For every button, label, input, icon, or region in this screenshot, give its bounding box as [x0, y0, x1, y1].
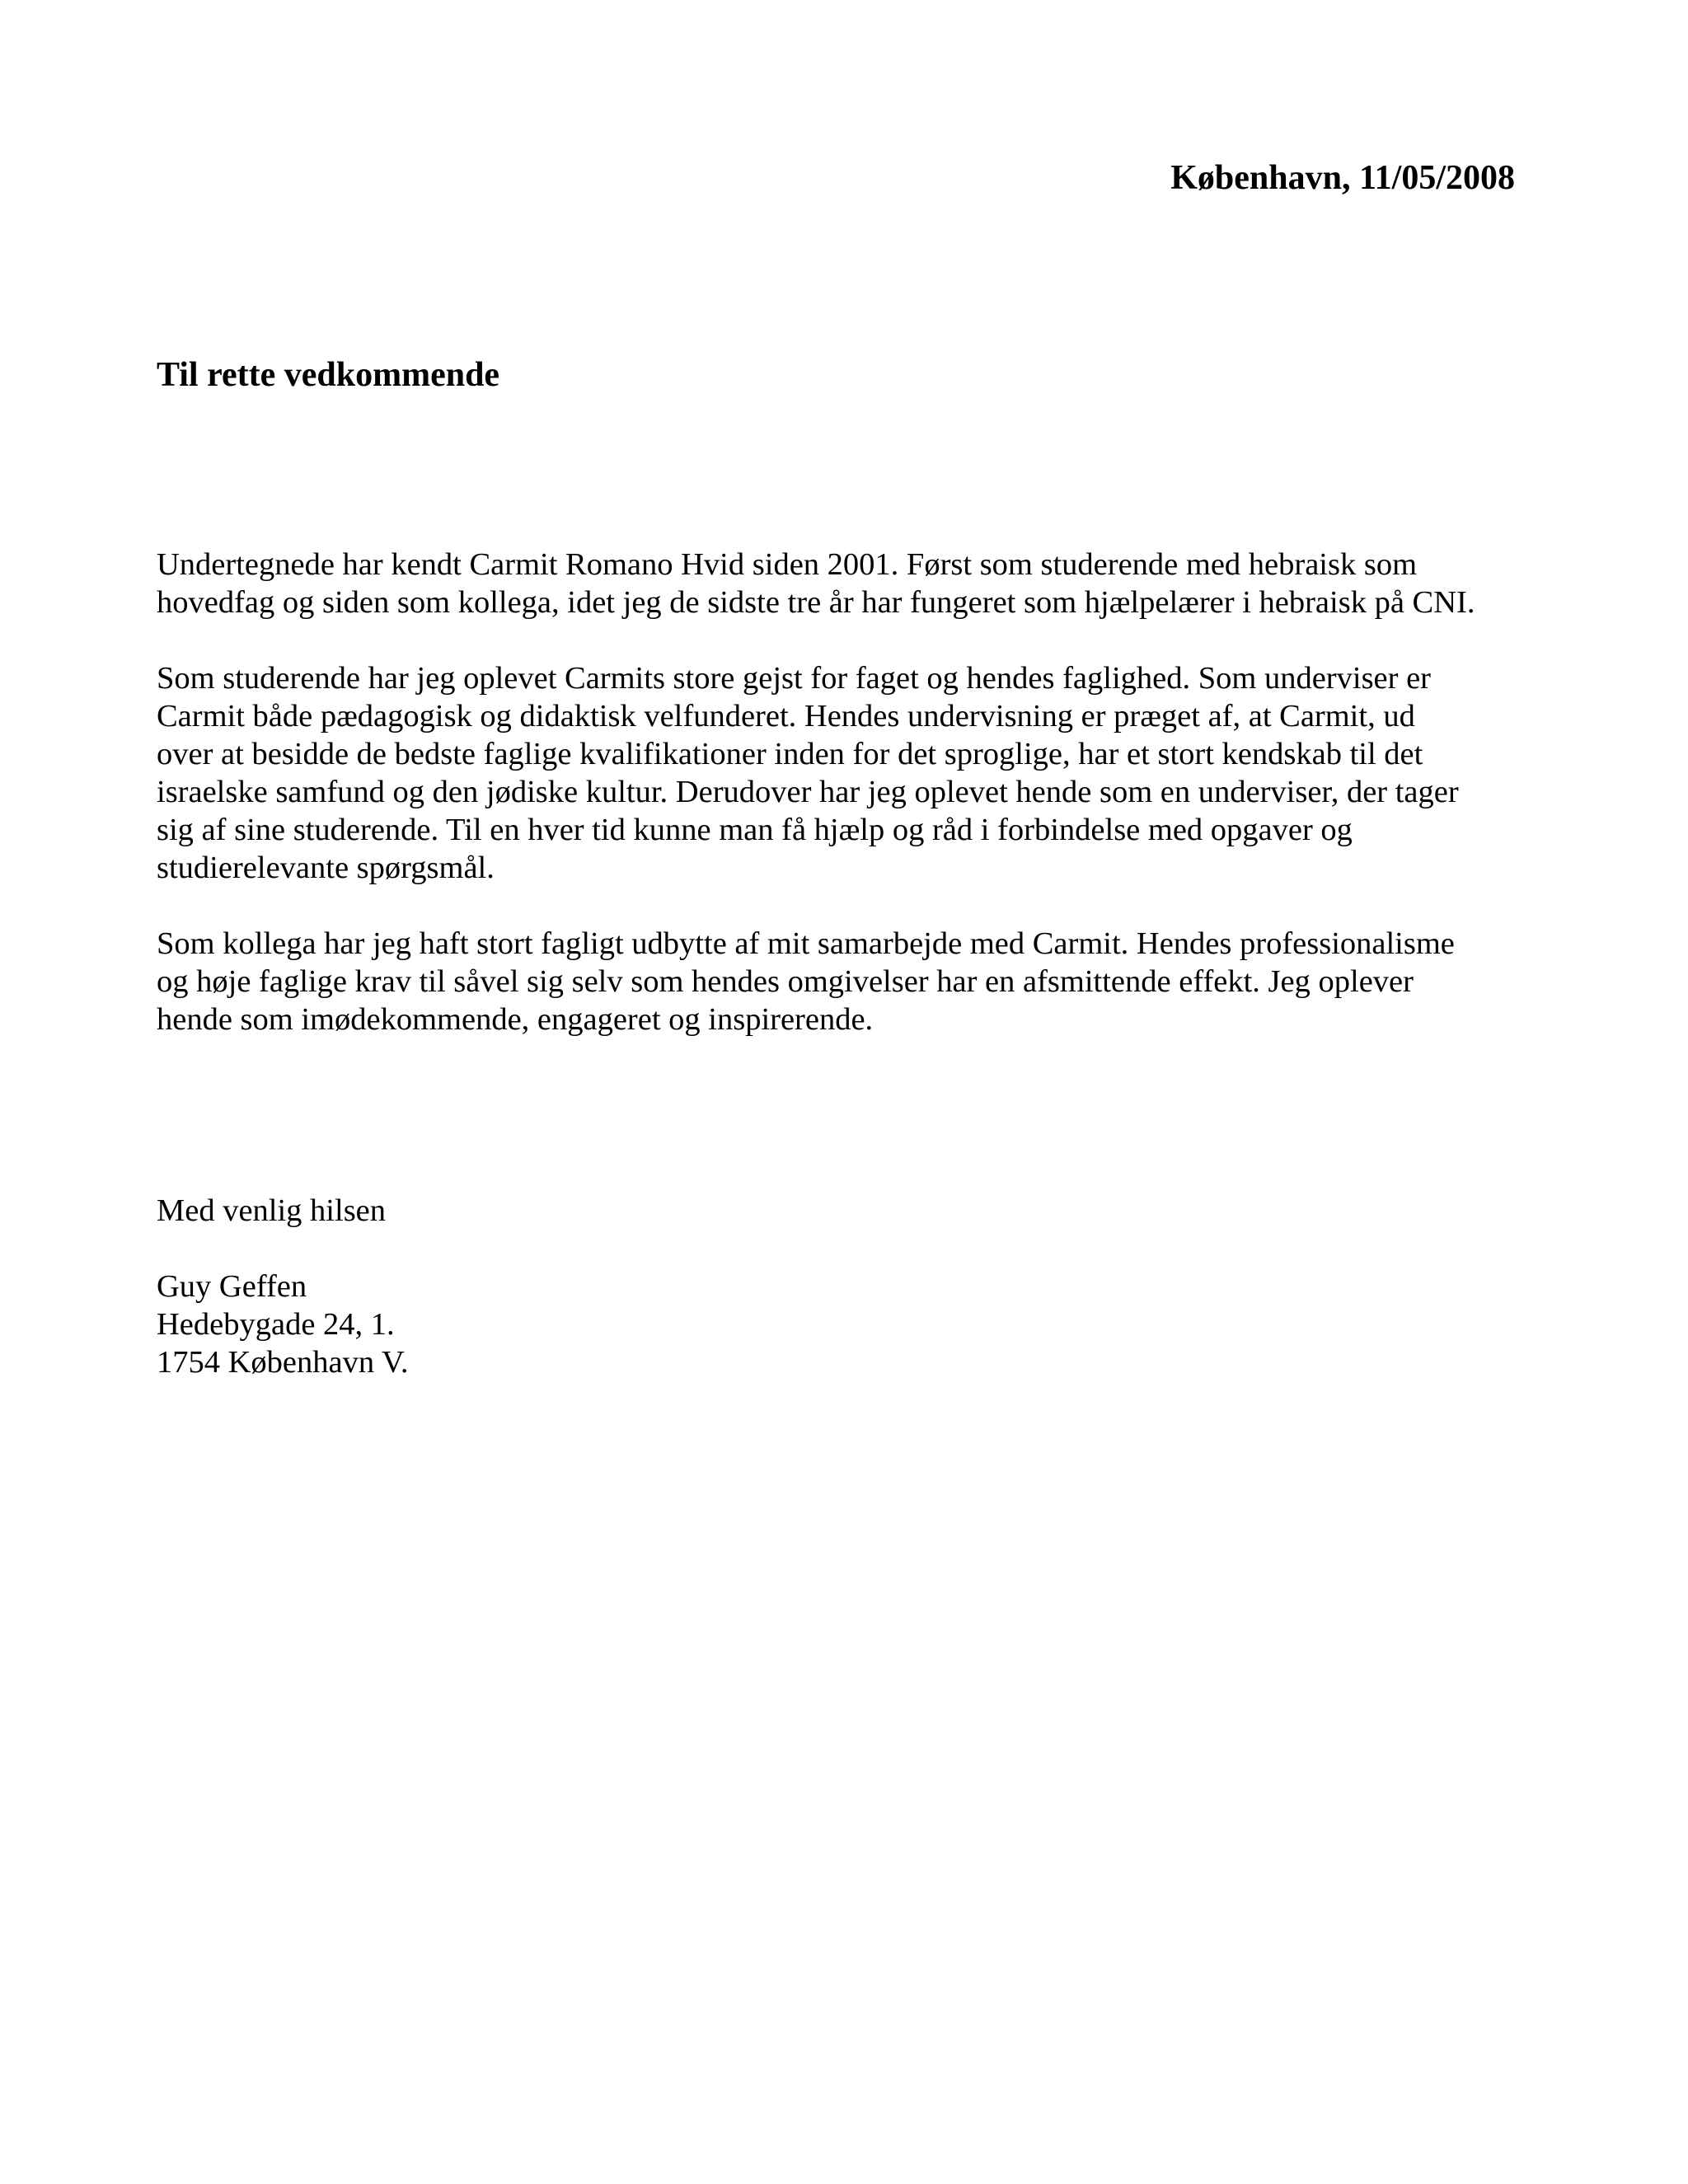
- paragraph-line: israelske samfund og den jødiske kultur. Derudover har jeg oplevet hende som en underviser, der tager: [157, 775, 1459, 809]
- salutation: Til rette vedkommende: [157, 356, 500, 394]
- signature-city: 1754 København V.: [157, 1345, 409, 1380]
- signature-street: Hedebygade 24, 1.: [157, 1307, 395, 1342]
- paragraph-2: [157, 659, 1541, 887]
- paragraph-line: Som studerende har jeg oplevet Carmits store gejst for faget og hendes faglighed. Som underviser er: [157, 661, 1431, 696]
- paragraph-line: studierelevante spørgsmål.: [157, 851, 495, 885]
- paragraph-line: hende som imødekommende, engageret og inspirerende.: [157, 1002, 874, 1037]
- paragraph-1: [157, 546, 1541, 621]
- paragraph-3: [157, 925, 1541, 1038]
- letter-body: [157, 546, 1541, 1076]
- paragraph-line: Som kollega har jeg haft stort fagligt udbytte af mit samarbejde med Carmit. Hendes professionalisme: [157, 926, 1455, 961]
- closing: Med venlig hilsen: [157, 1193, 387, 1228]
- paragraph-line: Carmit både pædagogisk og didaktisk velfunderet. Hendes undervisning er præget af, at Carmit, ud: [157, 699, 1415, 733]
- paragraph-line: Undertegnede har kendt Carmit Romano Hvid siden 2001. Først som studerende med hebraisk som: [157, 547, 1418, 582]
- paragraph-line: sig af sine studerende. Til en hver tid kunne man få hjælp og råd i forbindelse med opgaver og: [157, 813, 1353, 847]
- signature-name: Guy Geffen: [157, 1269, 307, 1304]
- paragraph-line: og høje faglige krav til såvel sig selv som hendes omgivelser har en afsmittende effekt. Jeg oplever: [157, 964, 1414, 999]
- paragraph-line: over at besidde de bedste faglige kvalifikationer inden for det sproglige, har et stort kendskab til det: [157, 737, 1423, 771]
- signature-block: [157, 1268, 409, 1381]
- place-date: København, 11/05/2008: [1170, 159, 1515, 197]
- paragraph-line: hovedfag og siden som kollega, idet jeg de sidste tre år har fungeret som hjælpelærer i hebraisk på CNI.: [157, 585, 1475, 620]
